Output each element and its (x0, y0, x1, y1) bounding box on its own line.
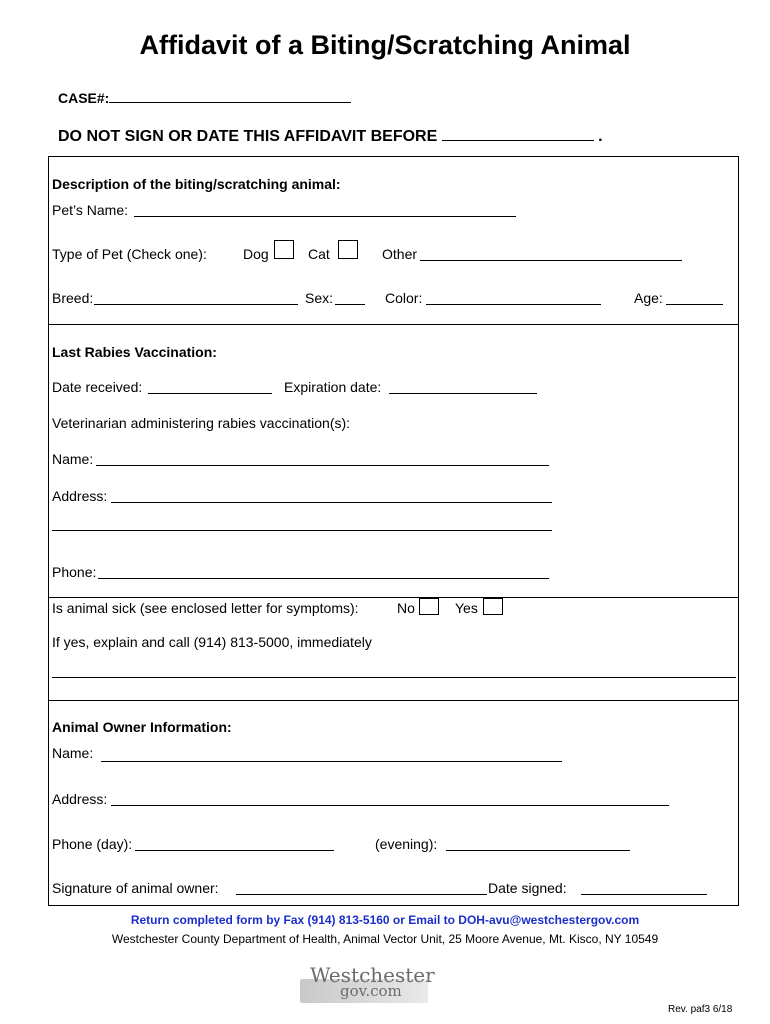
form-title: Affidavit of a Biting/Scratching Animal (139, 30, 631, 60)
vet-address-field[interactable] (111, 502, 552, 503)
age-label: Age: (634, 290, 663, 306)
vet-name-field[interactable] (96, 465, 549, 466)
pet-name-field[interactable] (134, 216, 516, 217)
phone-evening-label: (evening): (375, 836, 438, 852)
case-number-field[interactable] (109, 88, 351, 103)
vet-phone-field[interactable] (98, 578, 549, 579)
logo-text-2: gov.com (340, 982, 402, 1000)
expiration-date-field[interactable] (389, 393, 537, 394)
sick-explain-field[interactable] (52, 677, 736, 678)
breed-field[interactable] (94, 304, 298, 305)
sick-question: Is animal sick (see enclosed letter for symptoms): (52, 600, 359, 616)
form-box (48, 156, 739, 906)
section-divider-1 (48, 324, 739, 325)
sick-yes-checkbox[interactable] (483, 598, 503, 615)
section-divider-2 (48, 597, 739, 598)
pet-type-label: Type of Pet (Check one): (52, 246, 207, 262)
department-address: Westchester County Department of Health, Animal Vector Unit, 25 Moore Avenue, Mt. Kisco, NY 10549 (111, 932, 659, 946)
warning-date-field[interactable] (442, 124, 594, 141)
sick-no-checkbox[interactable] (419, 598, 439, 615)
vet-address-field-2[interactable] (52, 530, 552, 531)
dog-checkbox[interactable] (274, 240, 294, 259)
breed-label: Breed: (52, 290, 94, 306)
cat-checkbox[interactable] (338, 240, 358, 259)
other-type-field[interactable] (420, 260, 682, 261)
warning-row (58, 124, 603, 146)
expiration-date-label: Expiration date: (284, 379, 382, 395)
date-received-field[interactable] (148, 393, 272, 394)
signature-field[interactable] (236, 894, 487, 895)
owner-name-label: Name: (52, 745, 94, 761)
sick-no-label: No (397, 600, 415, 616)
animal-section-heading: Description of the biting/scratching animal: (52, 176, 341, 192)
owner-address-field[interactable] (111, 805, 669, 806)
date-signed-field[interactable] (581, 894, 707, 895)
revision-note: Rev. paf3 6/18 (668, 1004, 733, 1015)
vet-label: Veterinarian administering rabies vaccination(s): (52, 415, 351, 431)
vet-address-label: Address: (52, 488, 108, 504)
owner-name-field[interactable] (101, 761, 562, 762)
return-instructions: Return completed form by Fax (914) 813-5160 or Email to DOH-avu@westchestergov.com (130, 913, 640, 927)
owner-section-heading: Animal Owner Information: (52, 719, 232, 735)
sex-field[interactable] (335, 304, 365, 305)
westchester-logo (300, 963, 435, 1005)
case-number-row (58, 88, 351, 106)
sick-yes-label: Yes (455, 600, 478, 616)
sick-explain-label: If yes, explain and call (914) 813-5000, immediately (52, 634, 372, 650)
section-divider-3 (48, 700, 739, 701)
color-field[interactable] (426, 304, 601, 305)
cat-label: Cat (308, 246, 330, 262)
sex-label: Sex: (305, 290, 334, 306)
vet-name-label: Name: (52, 451, 94, 467)
phone-day-label: Phone (day): (52, 836, 133, 852)
pet-name-label: Pet’s Name: (52, 202, 128, 218)
signature-label: Signature of animal owner: (52, 880, 219, 896)
date-signed-label: Date signed: (488, 880, 567, 896)
rabies-section-heading: Last Rabies Vaccination: (52, 344, 217, 360)
date-received-label: Date received: (52, 379, 143, 395)
case-label: CASE#: (58, 90, 110, 106)
phone-day-field[interactable] (135, 850, 334, 851)
dog-label: Dog (243, 246, 269, 262)
logo-text-1: Westchester (310, 963, 435, 987)
age-field[interactable] (666, 304, 723, 305)
owner-address-label: Address: (52, 791, 108, 807)
other-label: Other (382, 246, 418, 262)
color-label: Color: (385, 290, 423, 306)
warning-period: . (598, 128, 603, 145)
phone-evening-field[interactable] (446, 850, 630, 851)
warning-text: DO NOT SIGN OR DATE THIS AFFIDAVIT BEFORE (58, 128, 438, 145)
vet-phone-label: Phone: (52, 564, 97, 580)
